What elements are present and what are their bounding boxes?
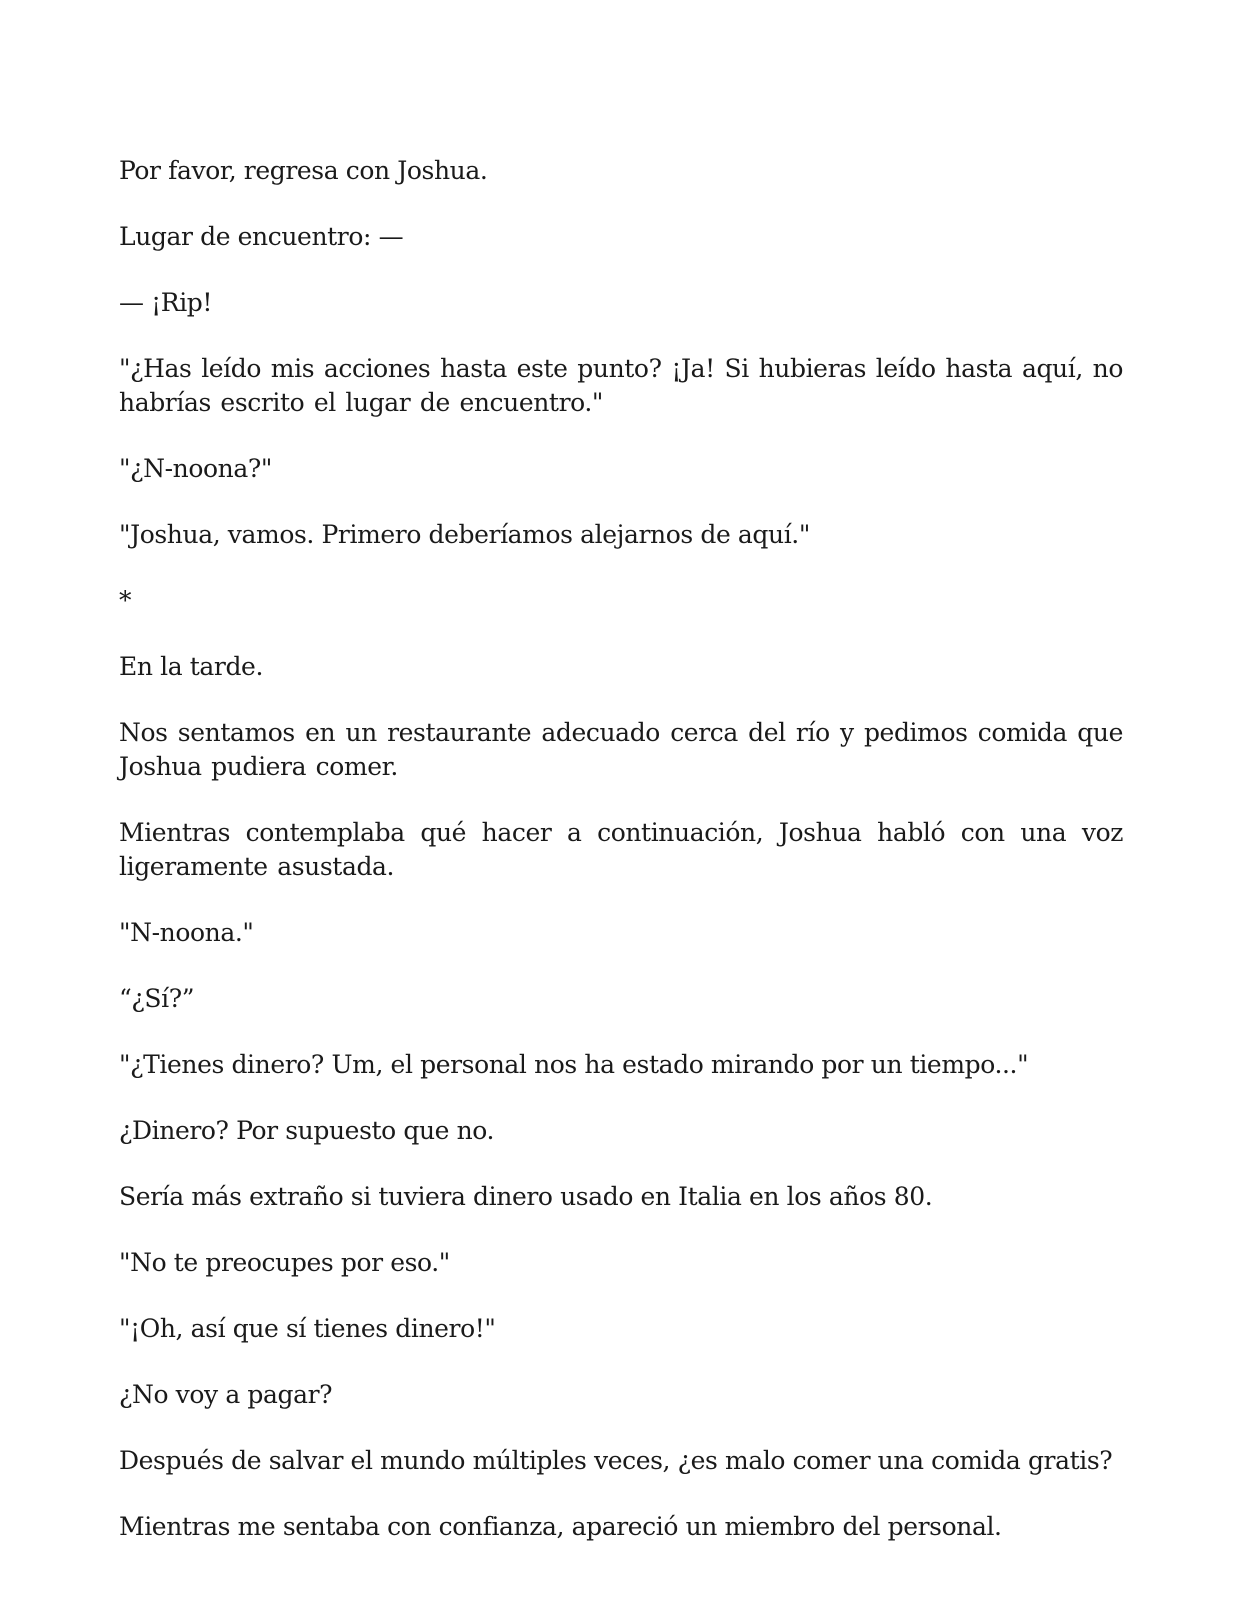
scene-break: *	[119, 586, 132, 615]
paragraph: Mientras me sentaba con confianza, apareció un miembro del personal.	[119, 1512, 1002, 1541]
paragraph: Mientras contemplaba qué hacer a continuación, Joshua habló con una voz ligeramente asustada.	[119, 818, 1123, 881]
paragraph: “¿Sí?”	[119, 984, 195, 1013]
paragraph: "¿Tienes dinero? Um, el personal nos ha estado mirando por un tiempo..."	[119, 1050, 1029, 1079]
paragraph: En la tarde.	[119, 652, 263, 681]
paragraph: ¿No voy a pagar?	[119, 1380, 333, 1409]
paragraph: "¿N-noona?"	[119, 454, 272, 483]
paragraph: Por favor, regresa con Joshua.	[119, 156, 488, 185]
paragraph: "N-noona."	[119, 918, 254, 947]
paragraph: — ¡Rip!	[119, 288, 213, 317]
paragraph: ¿Dinero? Por supuesto que no.	[119, 1116, 495, 1145]
paragraph: "No te preocupes por eso."	[119, 1248, 450, 1277]
paragraph: Sería más extraño si tuviera dinero usado en Italia en los años 80.	[119, 1182, 933, 1211]
paragraph: "¡Oh, así que sí tienes dinero!"	[119, 1314, 496, 1343]
paragraph: "Joshua, vamos. Primero deberíamos alejarnos de aquí."	[119, 520, 810, 549]
document-body	[119, 154, 1123, 1576]
paragraph: Nos sentamos en un restaurante adecuado cerca del río y pedimos comida que Joshua pudiera comer.	[119, 718, 1123, 781]
paragraph: Lugar de encuentro: —	[119, 222, 404, 251]
paragraph: Después de salvar el mundo múltiples veces, ¿es malo comer una comida gratis?	[119, 1446, 1113, 1475]
paragraph: "¿Has leído mis acciones hasta este punto? ¡Ja! Si hubieras leído hasta aquí, no habrías escrito el lugar de encuentro."	[119, 354, 1123, 417]
